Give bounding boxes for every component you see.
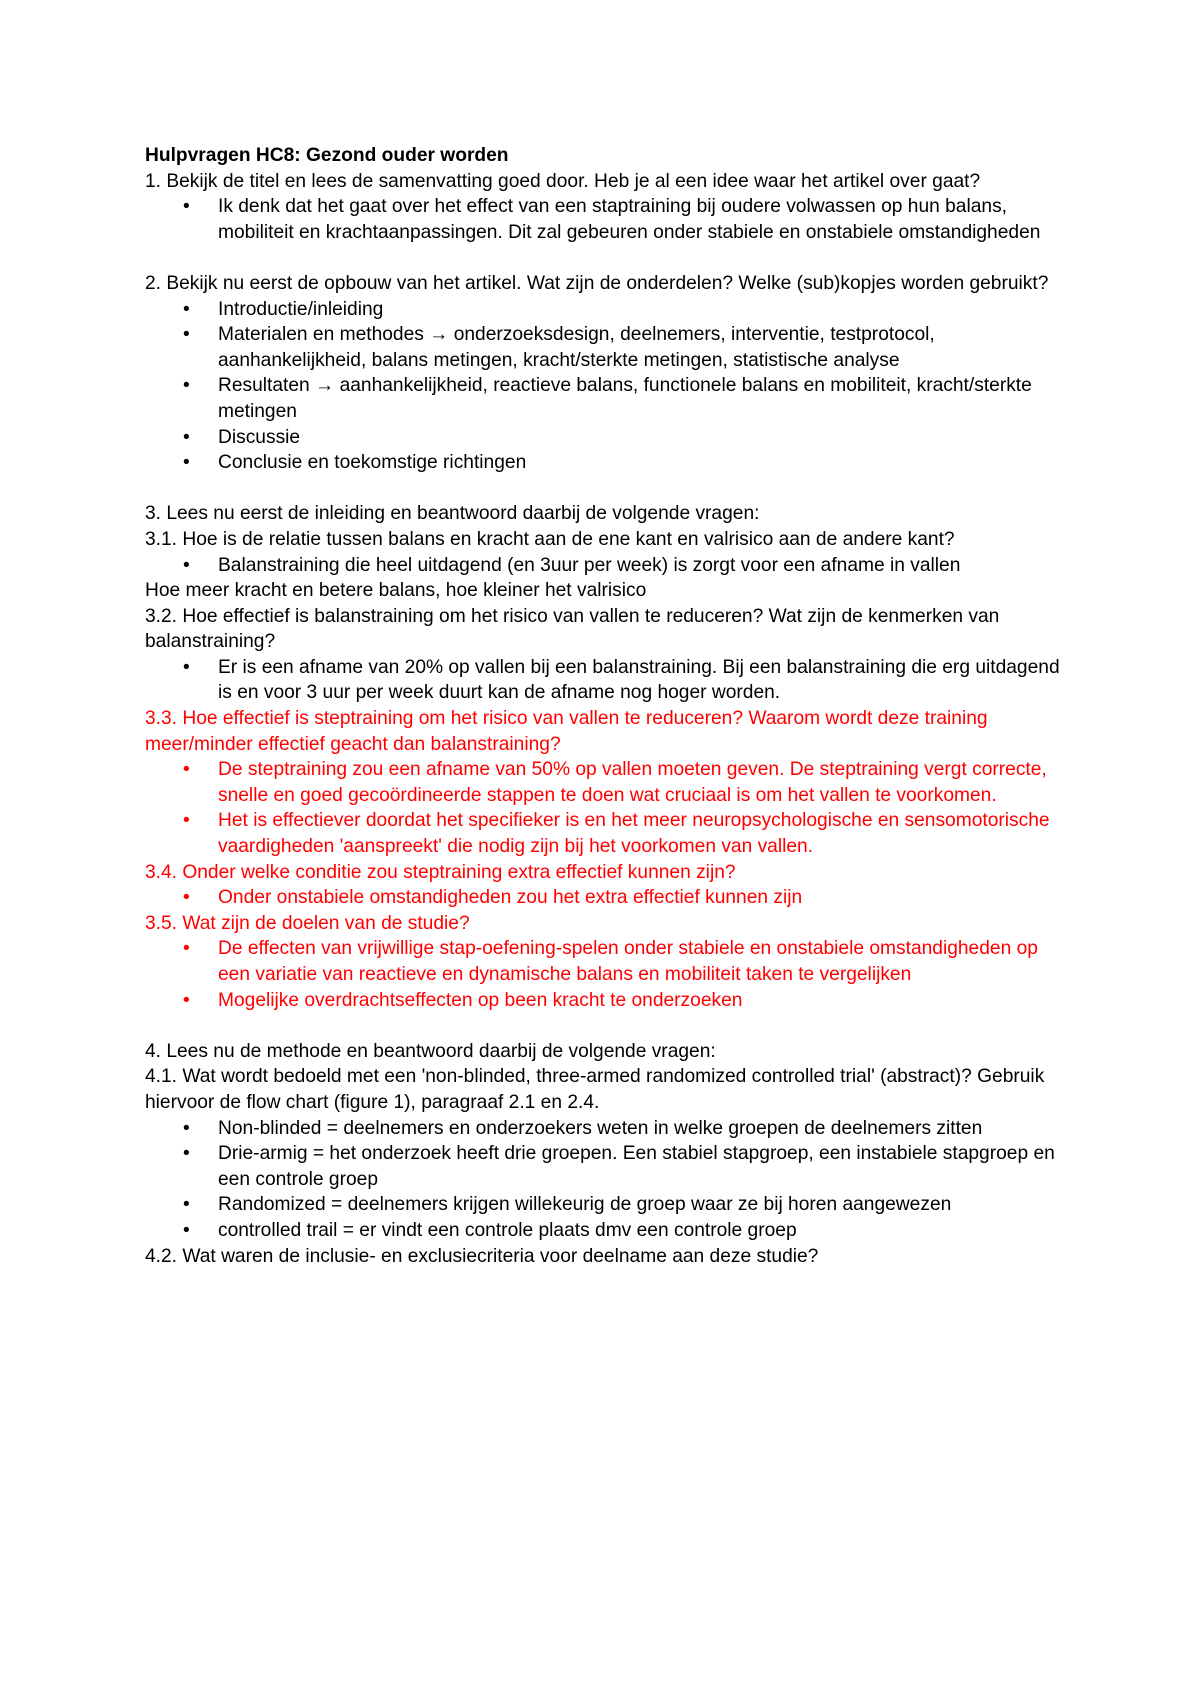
answer-text: De effecten van vrijwillige stap-oefening-spelen onder stabiele en onstabiele omstandigheden op een variatie van reactieve en dynamische balans en mobiliteit taken te vergelijken	[218, 938, 1038, 985]
answer-text: Non-blinded = deelnemers en onderzoekers weten in welke groepen de deelnemers zitten	[218, 1117, 983, 1139]
answer-item	[145, 757, 1065, 808]
answer-text: Het is effectiever doordat het specifieker is en het meer neuropsychologische en sensomotorische vaardigheden 'aanspreekt' die nodig zijn bij het voorkomen van vallen.	[218, 810, 1050, 858]
bullet-icon: •	[183, 810, 190, 832]
answer-item	[145, 936, 1065, 987]
spacer	[145, 1013, 1065, 1039]
question-3-5: 3.5. Wat zijn de doelen van de studie?	[145, 912, 470, 934]
answer-item	[145, 425, 1065, 451]
bullet-icon: •	[183, 298, 190, 320]
answer-text: Materialen en methodes → onderzoeksdesign, deelnemers, interventie, testprotocol, aanhankelijkheid, balans metingen, kracht/sterkte metingen, statistische analyse	[218, 324, 935, 371]
answer-text: Er is een afname van 20% op vallen bij een balanstraining. Bij een balanstraining die erg uitdagend is en voor 3 uur per week duurt kan de afname nog hoger worden.	[218, 656, 1060, 704]
answer-text: Ik denk dat het gaat over het effect van een staptraining bij oudere volwassen op hun balans, mobiliteit en krachtaanpassingen. Dit zal gebeuren onder stabiele en onstabiele omstandigheden	[218, 196, 1041, 243]
answer-list-3-1	[145, 553, 1065, 579]
bullet-icon: •	[183, 1117, 190, 1139]
answer-list-3-5	[145, 936, 1065, 1013]
question-3-4: 3.4. Onder welke conditie zou steptraining extra effectief kunnen zijn?	[145, 861, 736, 883]
spacer	[145, 476, 1065, 502]
answer-list-3-3	[145, 757, 1065, 859]
answer-item	[145, 322, 1065, 373]
answer-list-2	[145, 297, 1065, 476]
bullet-icon: •	[183, 1194, 190, 1216]
bullet-icon: •	[183, 1143, 190, 1165]
bullet-icon: •	[183, 426, 190, 448]
answer-text: controlled trail = er vindt een controle plaats dmv een controle groep	[218, 1219, 797, 1241]
spacer	[145, 245, 1065, 271]
answer-item	[145, 1192, 1065, 1218]
answer-text: Conclusie en toekomstige richtingen	[218, 452, 527, 474]
answer-item	[145, 655, 1065, 706]
answer-item	[145, 885, 1065, 911]
bullet-icon: •	[183, 989, 190, 1011]
bullet-icon: •	[183, 196, 190, 218]
answer-list-1	[145, 194, 1065, 245]
answer-list-3-2	[145, 655, 1065, 706]
bullet-icon: •	[183, 1219, 190, 1241]
question-2: 2. Bekijk nu eerst de opbouw van het artikel. Wat zijn de onderdelen? Welke (sub)kopjes worden gebruikt?	[145, 272, 1049, 294]
answer-text: De steptraining zou een afname van 50% op vallen moeten geven. De steptraining vergt correcte, snelle en goed gecoördineerde stappen te doen wat cruciaal is om het vallen te voorkomen.	[218, 759, 1047, 806]
question-3-2: 3.2. Hoe effectief is balanstraining om het risico van vallen te reduceren? Wat zijn de kenmerken van balanstraining?	[145, 605, 1000, 653]
answer-text: Introductie/inleiding	[218, 298, 384, 320]
question-3-1: 3.1. Hoe is de relatie tussen balans en kracht aan de ene kant en valrisico aan de andere kant?	[145, 528, 955, 550]
answer-item	[145, 988, 1065, 1014]
bullet-icon: •	[183, 887, 190, 909]
question-1: 1. Bekijk de titel en lees de samenvatting goed door. Heb je al een idee waar het artikel over gaat?	[145, 170, 981, 192]
bullet-icon: •	[183, 375, 190, 397]
answer-list-3-4	[145, 885, 1065, 911]
answer-3-1-extra: Hoe meer kracht en betere balans, hoe kleiner het valrisico	[145, 580, 647, 602]
document-title: Hulpvragen HC8: Gezond ouder worden	[145, 145, 509, 166]
answer-item	[145, 1116, 1065, 1142]
answer-text: Onder onstabiele omstandigheden zou het extra effectief kunnen zijn	[218, 887, 803, 909]
answer-item	[145, 1141, 1065, 1192]
answer-item	[145, 1218, 1065, 1244]
answer-item	[145, 297, 1065, 323]
bullet-icon: •	[183, 452, 190, 474]
bullet-icon: •	[183, 324, 190, 346]
answer-text: Resultaten → aanhankelijkheid, reactieve balans, functionele balans en mobiliteit, kracht/sterkte metingen	[218, 375, 1032, 422]
question-4-1: 4.1. Wat wordt bedoeld met een 'non-blinded, three-armed randomized controlled trial' (abstract)? Gebruik hiervoor de flow chart (figure 1), paragraaf 2.1 en 2.4.	[145, 1066, 1045, 1113]
answer-text: Drie-armig = het onderzoek heeft drie groepen. Een stabiel stapgroep, een instabiele stapgroep en een controle groep	[218, 1143, 1055, 1190]
document-page	[145, 143, 1065, 1269]
answer-text: Randomized = deelnemers krijgen willekeurig de groep waar ze bij horen aangewezen	[218, 1194, 952, 1216]
answer-item	[145, 808, 1065, 859]
answer-item	[145, 373, 1065, 424]
answer-list-4-1	[145, 1116, 1065, 1244]
answer-item	[145, 553, 1065, 579]
answer-text: Balanstraining die heel uitdagend (en 3uur per week) is zorgt voor een afname in vallen	[218, 554, 961, 576]
answer-item	[145, 450, 1065, 476]
question-3: 3. Lees nu eerst de inleiding en beantwoord daarbij de volgende vragen:	[145, 503, 760, 525]
answer-text: Mogelijke overdrachtseffecten op been kracht te onderzoeken	[218, 989, 743, 1011]
question-3-3: 3.3. Hoe effectief is steptraining om het risico van vallen te reduceren? Waarom wordt deze training meer/minder effectief geacht dan balanstraining?	[145, 708, 988, 755]
bullet-icon: •	[183, 656, 190, 678]
question-4: 4. Lees nu de methode en beantwoord daarbij de volgende vragen:	[145, 1040, 716, 1062]
bullet-icon: •	[183, 759, 190, 781]
bullet-icon: •	[183, 554, 190, 576]
answer-item	[145, 194, 1065, 245]
question-4-2: 4.2. Wat waren de inclusie- en exclusiecriteria voor deelname aan deze studie?	[145, 1245, 819, 1267]
answer-text: Discussie	[218, 426, 301, 448]
bullet-icon: •	[183, 938, 190, 960]
